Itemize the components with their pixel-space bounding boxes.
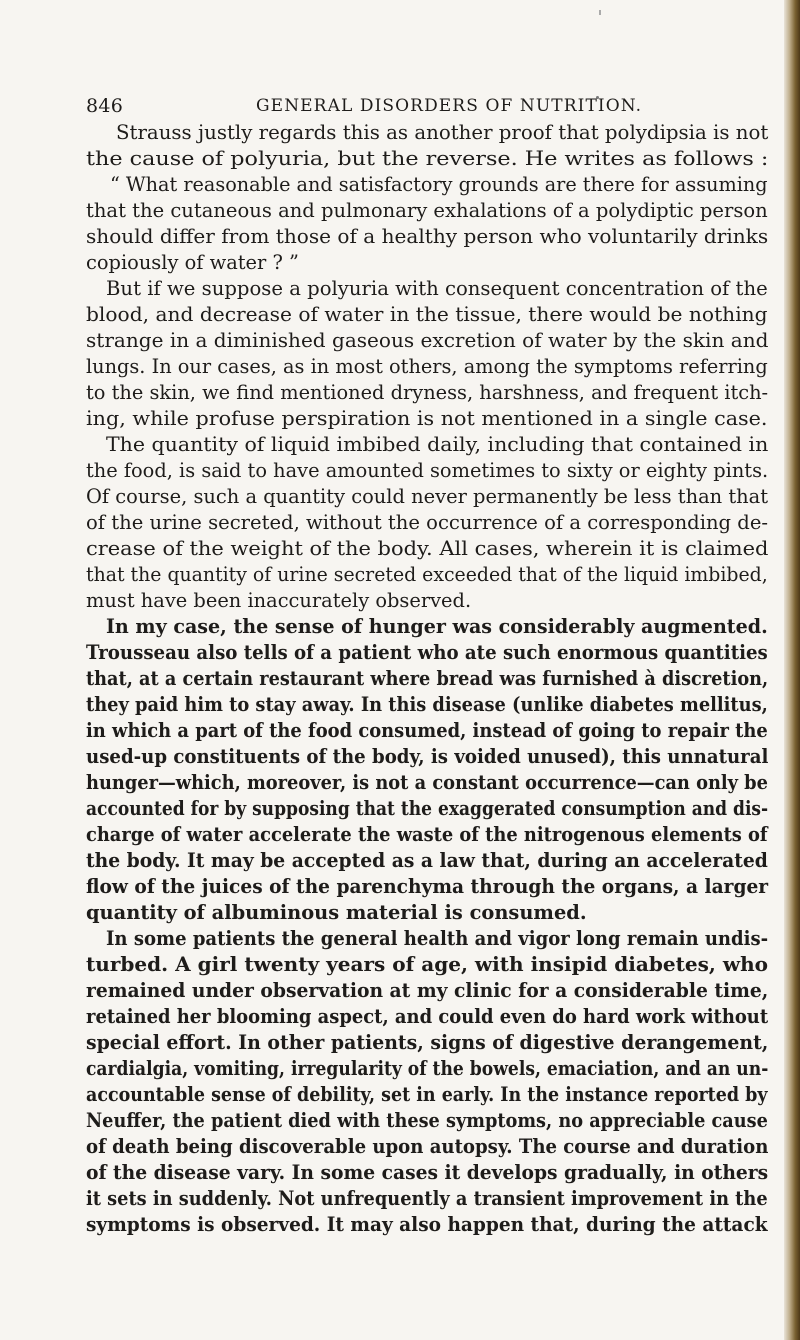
text-line: quantity of albuminous material is consumed. — [86, 901, 587, 924]
text-line: cardialgia, vomiting, irregularity of the bowels, emaciation, and an un- — [86, 1057, 769, 1080]
text-line: accounted for by supposing that the exaggerated consumption and dis- — [86, 797, 769, 820]
text-line: accountable sense of debility, set in early. In the instance reported by — [86, 1083, 768, 1106]
text-line: that the quantity of urine secreted exceeded that of the liquid imbibed, — [86, 563, 768, 586]
text-line: the food, is said to have amounted sometimes to sixty or eighty pints. — [86, 459, 769, 482]
text-line: In some patients the general health and vigor long remain undis- — [106, 927, 769, 950]
text-line: of the urine secreted, without the occurrence of a corresponding de- — [86, 511, 769, 534]
text-line: symptoms is observed. It may also happen that, during the attack — [86, 1213, 768, 1236]
text-line: retained her blooming aspect, and could even do hard work without — [86, 1005, 769, 1028]
text-line: strange in a diminished gaseous excretion of water by the skin and — [86, 329, 769, 352]
text-line: the cause of polyuria, but the reverse. He writes as follows : — [86, 147, 769, 170]
text-line: charge of water accelerate the waste of the nitrogenous elements of — [86, 823, 768, 846]
book-spine-shadow — [784, 0, 800, 1340]
page-header — [86, 95, 786, 123]
text-line: should differ from those of a healthy person who voluntarily drinks — [86, 225, 769, 248]
text-line: Trousseau also tells of a patient who ate such enormous quantities — [86, 641, 768, 664]
text-line: crease of the weight of the body. All cases, wherein it is claimed — [86, 537, 769, 560]
text-line: of death being discoverable upon autopsy. The course and duration — [86, 1135, 769, 1158]
text-line: But if we suppose a polyuria with consequent concentration of the — [106, 277, 768, 300]
text-line: Strauss justly regards this as another proof that polydipsia is not — [116, 121, 769, 144]
text-line: flow of the juices of the parenchyma through the organs, a larger — [86, 875, 769, 898]
text-line: The quantity of liquid imbibed daily, including that contained in — [106, 433, 769, 456]
text-line: hunger—which, moreover, is not a constant occurrence—can only be — [86, 771, 768, 794]
text-line: of the disease vary. In some cases it develops gradually, in others — [86, 1161, 769, 1184]
text-line: to the skin, we find mentioned dryness, harshness, and frequent itch- — [86, 381, 769, 404]
text-line: ing, while profuse perspiration is not mentioned in a single case. — [86, 407, 768, 430]
text-line: copiously of water ? ” — [86, 251, 299, 274]
text-line: it sets in suddenly. Not unfrequently a transient improvement in the — [86, 1187, 768, 1210]
text-line: special effort. In other patients, signs of digestive derangement, — [86, 1031, 769, 1054]
text-line: used-up constituents of the body, is voided unused), this unnatural — [86, 745, 769, 768]
text-line: lungs. In our cases, as in most others, among the symptoms referring — [86, 355, 768, 378]
text-line: they paid him to stay away. In this disease (unlike diabetes mellitus, — [86, 693, 768, 716]
text-line: turbed. A girl twenty years of age, with insipid diabetes, who — [86, 953, 769, 976]
text-line: “ What reasonable and satisfactory grounds are there for assuming — [110, 173, 768, 196]
text-line: Neuffer, the patient died with these symptoms, no appreciable cause — [86, 1109, 768, 1132]
text-line: In my case, the sense of hunger was considerably augmented. — [106, 615, 768, 638]
text-line: that, at a certain restaurant where bread was furnished à discretion, — [86, 667, 769, 690]
text-line: Of course, such a quantity could never permanently be less than that — [86, 485, 769, 508]
text-line: must have been inaccurately observed. — [86, 589, 472, 612]
text-line: that the cutaneous and pulmonary exhalations of a polydiptic person — [86, 199, 768, 222]
text-line: remained under observation at my clinic for a considerable time, — [86, 979, 769, 1002]
running-title: GENERAL DISORDERS OF NUTRITION. — [256, 96, 643, 116]
text-line: the body. It may be accepted as a law that, during an accelerated — [86, 849, 768, 872]
page-number: 846 — [86, 95, 124, 117]
print-speck — [599, 10, 601, 15]
text-line: in which a part of the food consumed, instead of going to repair the — [86, 719, 768, 742]
text-line: blood, and decrease of water in the tissue, there would be nothing — [86, 303, 768, 326]
